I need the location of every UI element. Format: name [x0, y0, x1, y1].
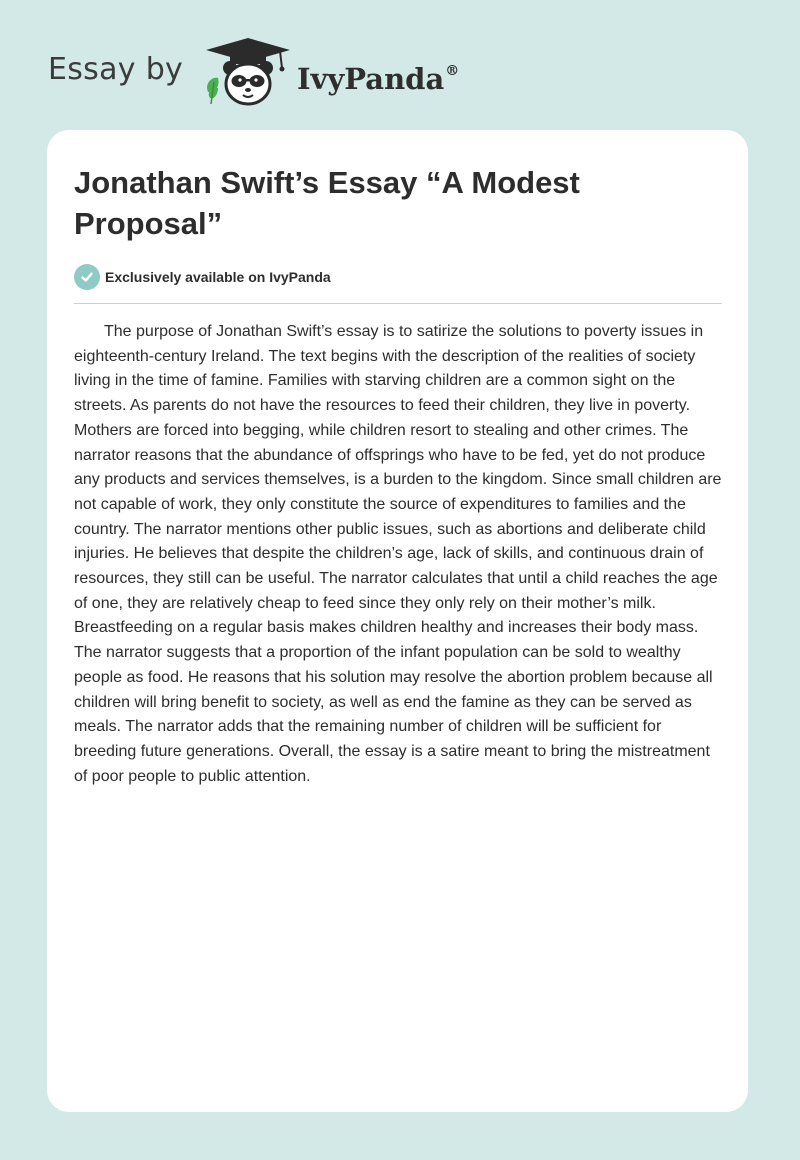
- site-header: [0, 0, 800, 130]
- registered-mark: ®: [445, 63, 460, 79]
- exclusive-badge: [74, 264, 331, 290]
- essay-body: The purpose of Jonathan Swift’s essay is to satirize the solutions to poverty issues in eighteenth-century Ireland. The text begins with the description of the realities of society living in the time of famine. Families with starving children are a common sight on the streets. As parents do not have the resources to feed their children, they live in poverty. Mothers are forced into begging, while children resort to stealing and other crimes. The narrator reasons that the abundance of offsprings who have to be fed, yet do not produce any products and services themselves, is a burden to the kingdom. Since small children are not capable of work, they only constitute the source of expenditures to families and the country. The narrator mentions other public issues, such as abortions and deliberate child injuries. He believes that despite the children’s age, lack of skills, and continuous drain of resources, they still can be useful. The narrator calculates that until a child reaches the age of one, they are relatively cheap to feed since they only rely on their mother’s milk. Breastfeeding on a regular basis makes children healthy and increases their body mass. The narrator suggests that a proportion of the infant population can be sold to wealthy people as food. He reasons that his solution may resolve the abortion problem because all children will bring benefit to society, as well as end the famine as they can be served as meals. The narrator adds that the remaining number of children will be sufficient for breeding future generations. Overall, the essay is a satire meant to bring the mistreatment of poor people to public attention.: [74, 323, 722, 785]
- essay-title: Jonathan Swift’s Essay “A Modest Proposal”: [74, 165, 580, 241]
- brand-logo-text[interactable]: IvyPanda®: [297, 62, 460, 96]
- exclusive-badge-label: Exclusively available on IvyPanda: [105, 269, 331, 285]
- essay-card: [47, 130, 748, 1112]
- divider: [74, 303, 722, 304]
- essay-by-label: Essay by: [48, 52, 184, 87]
- check-icon: [74, 264, 100, 290]
- panda-graduate-icon[interactable]: [200, 34, 296, 110]
